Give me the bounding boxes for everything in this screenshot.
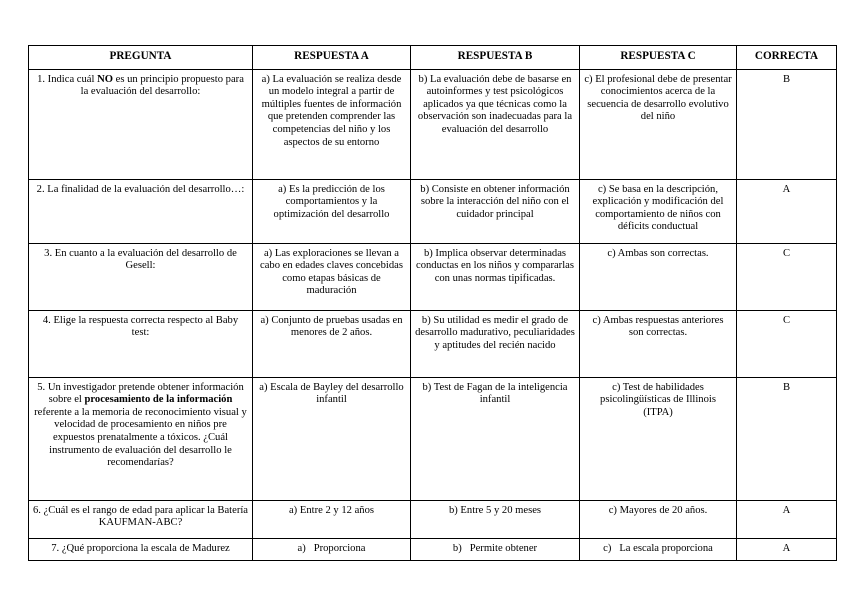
answer-c-cell: c) Test de habilidades psicolingüísticas de Illinois (ITPA): [580, 377, 737, 500]
answer-a-cell: a) Escala de Bayley del desarrollo infantil: [253, 377, 411, 500]
question-row-6: [29, 500, 837, 538]
correct-answer-cell: B: [737, 69, 837, 179]
answer-b-cell: b) Test de Fagan de la inteligencia infantil: [411, 377, 580, 500]
answer-c-cell: c) El profesional debe de presentar conocimientos acerca de la secuencia de desarrollo evolutivo del niño: [580, 69, 737, 179]
answer-a-cell: a) La evaluación se realiza desde un modelo integral a partir de múltiples fuentes de información que pretenden comprender las competencias del niño y los aspectos de su entorno: [253, 69, 411, 179]
correct-answer-cell: A: [737, 500, 837, 538]
answer-b-cell: b) Consiste en obtener información sobre la interacción del niño con el cuidador principal: [411, 179, 580, 243]
answer-c-cell: c) Mayores de 20 años.: [580, 500, 737, 538]
correct-answer-cell: A: [737, 538, 837, 560]
question-row-5: [29, 377, 837, 500]
answer-a-cell: a) Entre 2 y 12 años: [253, 500, 411, 538]
question-row-3: [29, 243, 837, 310]
answer-a-cell: a) Es la predicción de los comportamientos y la optimización del desarrollo: [253, 179, 411, 243]
answer-a-cell: a) Las exploraciones se llevan a cabo en edades claves concebidas como etapas básicas de maduración: [253, 243, 411, 310]
answer-a-cell: a) Proporciona: [253, 538, 411, 560]
correct-answer-cell: A: [737, 179, 837, 243]
correct-answer-cell: C: [737, 310, 837, 377]
header-correcta: CORRECTA: [737, 46, 837, 70]
answer-b-cell: b) Entre 5 y 20 meses: [411, 500, 580, 538]
correct-answer-cell: B: [737, 377, 837, 500]
question-cell: 3. En cuanto a la evaluación del desarrollo de Gesell:: [29, 243, 253, 310]
header-respuesta-a: RESPUESTA A: [253, 46, 411, 70]
question-row-2: [29, 179, 837, 243]
answer-c-cell: c) Se basa en la descripción, explicación y modificación del comportamiento de niños con déficits conductual: [580, 179, 737, 243]
answer-b-cell: b) Implica observar determinadas conductas en los niños y compararlas con unas normas tipificadas.: [411, 243, 580, 310]
answer-b-cell: b) Su utilidad es medir el grado de desarrollo madurativo, peculiaridades y aptitudes del recién nacido: [411, 310, 580, 377]
question-row-7: [29, 538, 837, 560]
question-cell: 5. Un investigador pretende obtener información sobre el procesamiento de la información referente a la memoria de reconocimiento visual y velocidad de procesamiento en niños pre expuestos prenatalmente a tóxicos. ¿Cuál instrumento de evaluación del desarrollo le recomendarías?: [29, 377, 253, 500]
question-row-4: [29, 310, 837, 377]
correct-answer-cell: C: [737, 243, 837, 310]
header-respuesta-c: RESPUESTA C: [580, 46, 737, 70]
question-cell: 1. Indica cuál NO es un principio propuesto para la evaluación del desarrollo:: [29, 69, 253, 179]
question-cell: 6. ¿Cuál es el rango de edad para aplicar la Batería KAUFMAN-ABC?: [29, 500, 253, 538]
answer-b-cell: b) Permite obtener: [411, 538, 580, 560]
answer-c-cell: c) La escala proporciona: [580, 538, 737, 560]
answer-c-cell: c) Ambas respuestas anteriores son correctas.: [580, 310, 737, 377]
question-cell: 7. ¿Qué proporciona la escala de Madurez: [29, 538, 253, 560]
answer-b-cell: b) La evaluación debe de basarse en autoinformes y test psicológicos aplicados ya que técnicas como la observación son inadecuadas para la evaluación del desarrollo: [411, 69, 580, 179]
quiz-table: [28, 45, 837, 561]
header-row: [29, 46, 837, 70]
answer-c-cell: c) Ambas son correctas.: [580, 243, 737, 310]
question-cell: 4. Elige la respuesta correcta respecto al Baby test:: [29, 310, 253, 377]
question-cell: 2. La finalidad de la evaluación del desarrollo…:: [29, 179, 253, 243]
header-respuesta-b: RESPUESTA B: [411, 46, 580, 70]
header-pregunta: PREGUNTA: [29, 46, 253, 70]
question-row-1: [29, 69, 837, 179]
answer-a-cell: a) Conjunto de pruebas usadas en menores de 2 años.: [253, 310, 411, 377]
